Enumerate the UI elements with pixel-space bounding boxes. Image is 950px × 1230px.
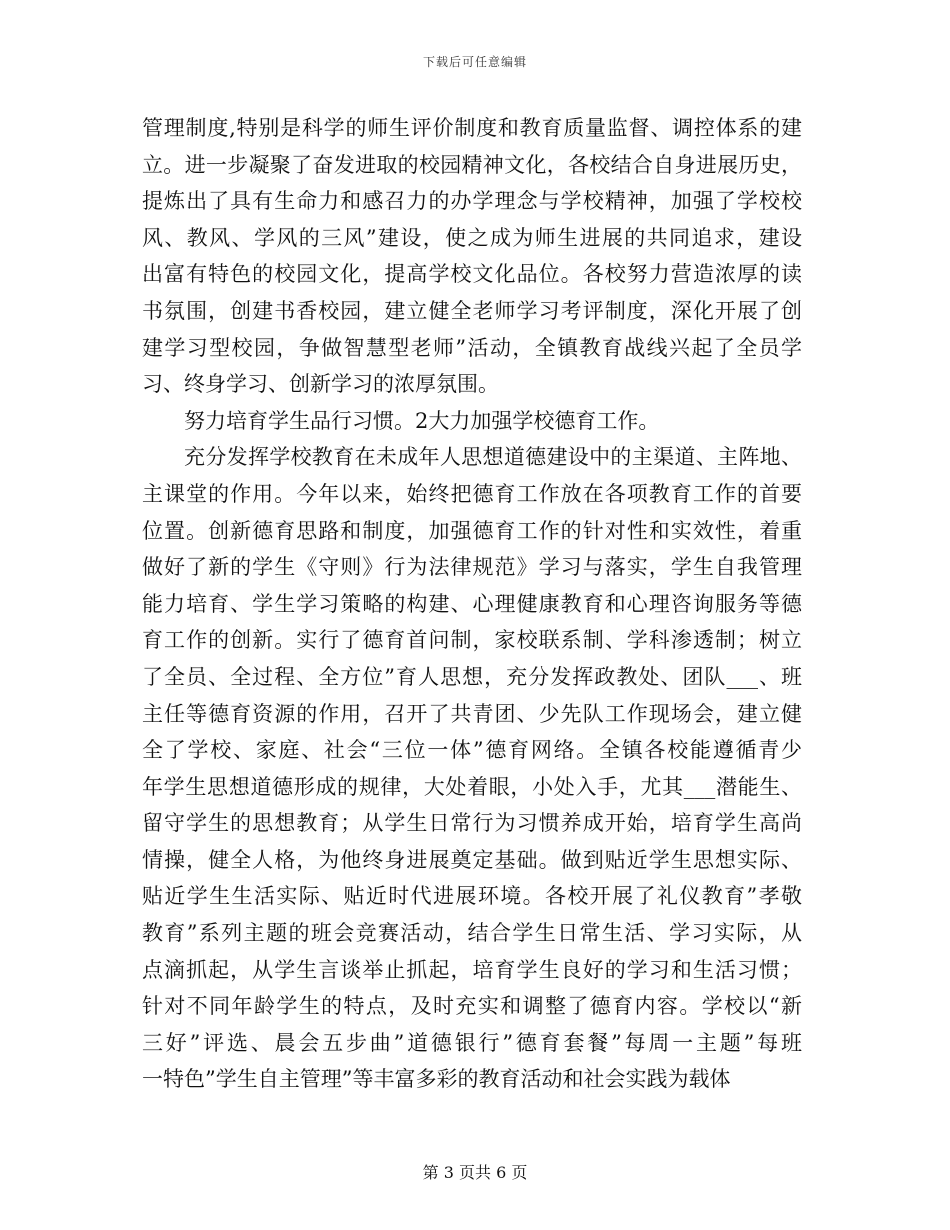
- text-line: 风、教风、学风的三风”建设，使之成为师生进展的共同追求，建设: [142, 225, 802, 250]
- text-line: 年学生思想道德形成的规律，大处着眼，小处入手，尤其___潜能生、: [142, 774, 802, 799]
- text-line: 主任等德育资源的作用，召开了共青团、少先队工作现场会，建立健: [142, 701, 802, 726]
- text-line: 立。进一步凝聚了奋发进取的校园精神文化，各校结合自身进展历史，: [142, 152, 802, 177]
- document-body: [142, 110, 802, 1098]
- page-footer: 第 3 页共 6 页: [422, 1163, 528, 1182]
- text-line: 管理制度,特别是科学的师生评价制度和教育质量监督、调控体系的建: [142, 116, 802, 140]
- text-line: 提炼出了具有生命力和感召力的办学理念与学校精神，加强了学校校: [142, 189, 802, 214]
- text-line: 位置。创新德育思路和制度，加强德育工作的针对性和实效性，着重: [142, 518, 802, 543]
- text-line: 针对不同年龄学生的特点，及时充实和调整了德育内容。学校以“新: [142, 994, 802, 1019]
- paragraph: [142, 110, 802, 403]
- page-header: 下载后可任意编辑: [422, 55, 527, 69]
- text-line: 充分发挥学校教育在未成年人思想道德建设中的主渠道、主阵地、: [184, 445, 802, 470]
- text-line: 出富有特色的校园文化，提高学校文化品位。各校努力营造浓厚的读: [142, 262, 802, 287]
- text-line: 了全员、全过程、全方位”育人思想，充分发挥政教处、团队___、班: [142, 664, 802, 689]
- text-line: 全了学校、家庭、社会“三位一体”德育网络。全镇各校能遵循青少: [142, 738, 802, 763]
- text-line: 点滴抓起，从学生言谈举止抓起，培育学生良好的学习和生活习惯；: [142, 957, 802, 982]
- text-line: 育工作的创新。实行了德育首问制，家校联系制、学科渗透制；树立: [142, 628, 802, 653]
- text-line: 努力培育学生品行习惯。2大力加强学校德育工作。: [184, 408, 660, 433]
- paragraph: [142, 403, 802, 440]
- paragraph: [142, 439, 802, 1098]
- text-line: 建学习型校园，争做智慧型老师”活动，全镇教育战线兴起了全员学: [142, 335, 802, 360]
- text-line: 三好”评选、晨会五步曲”道德银行”德育套餐”每周一主题”每班: [142, 1030, 802, 1055]
- text-line: 一特色”学生自主管理”等丰富多彩的教育活动和社会实践为载体: [142, 1067, 731, 1092]
- text-line: 情操，健全人格，为他终身进展奠定基础。做到贴近学生思想实际、: [142, 847, 802, 872]
- text-line: 能力培育、学生学习策略的构建、心理健康教育和心理咨询服务等德: [142, 591, 802, 616]
- text-line: 书氛围，创建书香校园，建立健全老师学习考评制度，深化开展了创: [142, 298, 802, 323]
- text-line: 教育”系列主题的班会竞赛活动，结合学生日常生活、学习实际，从: [142, 921, 802, 946]
- text-line: 主课堂的作用。今年以来，始终把德育工作放在各项教育工作的首要: [142, 481, 802, 506]
- text-line: 留守学生的思想教育；从学生日常行为习惯养成开始，培育学生高尚: [142, 811, 802, 836]
- text-line: 做好了新的学生《守则》行为法律规范》学习与落实，学生自我管理: [142, 555, 802, 580]
- text-line: 贴近学生生活实际、贴近时代进展环境。各校开展了礼仪教育”孝敬: [142, 884, 802, 909]
- text-line: 习、终身学习、创新学习的浓厚氛围。: [142, 372, 499, 397]
